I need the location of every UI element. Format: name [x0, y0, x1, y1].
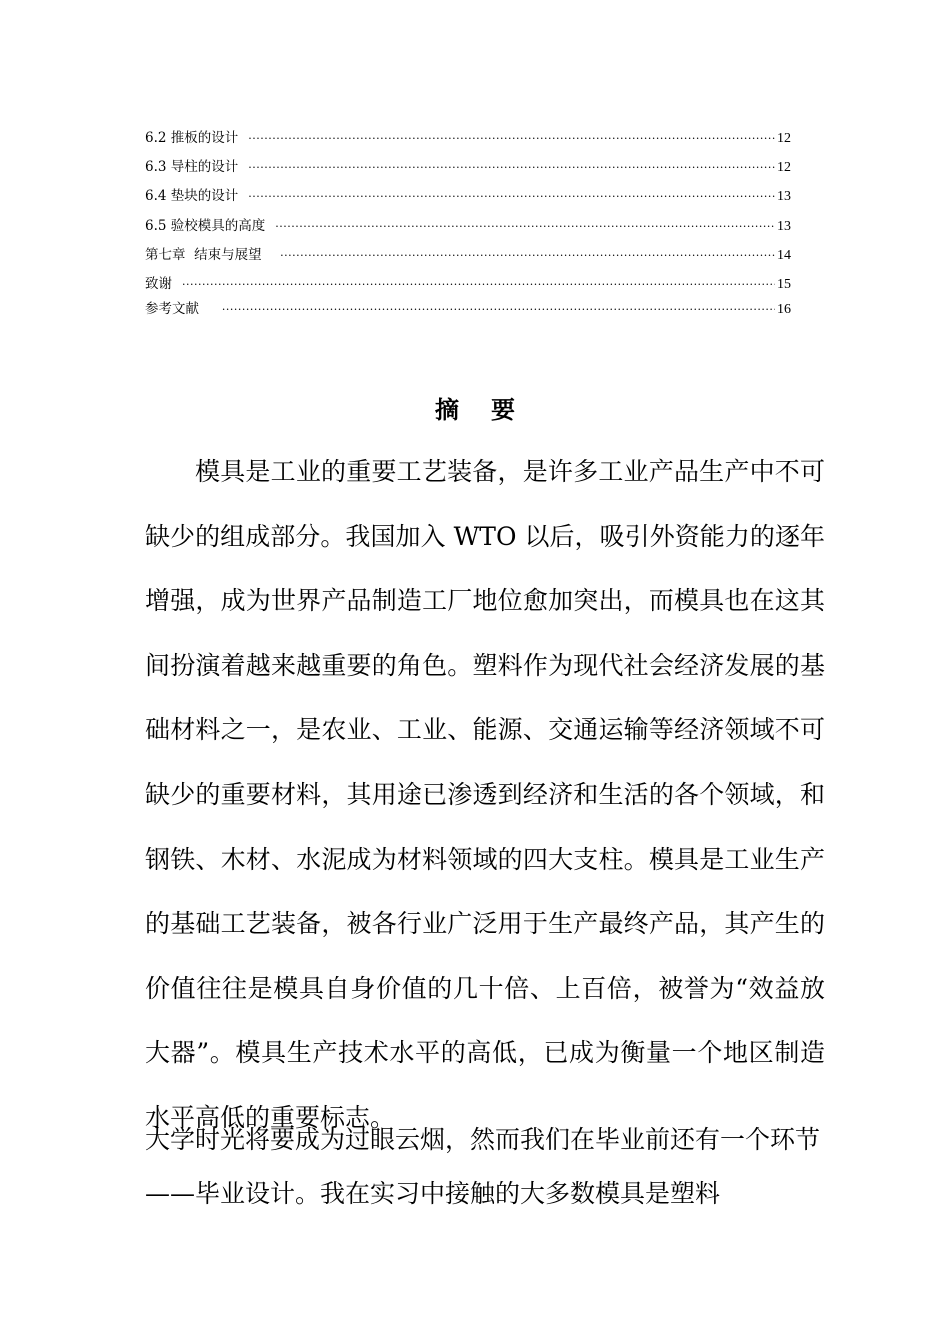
toc-leader-dots	[248, 158, 775, 178]
toc-entry[interactable]	[145, 157, 791, 186]
abstract-body	[145, 440, 825, 1151]
abstract-paragraph: 模具是工业的重要工艺装备，是许多工业产品生产中不可缺少的组成部分。我国加入 WTO 以后，吸引外资能力的逐年增强，成为世界产品制造工厂地位愈加突出，而模具也在这其间扮演着越来越重要的角色。塑料作为现代社会经济发展的基础材料之一，是农业、工业、能源、交通运输等经济领域不可缺少的重要材料，其用途已渗透到经济和生活的各个领域，和钢铁、木材、水泥成为材料领域的四大支柱。模具是工业生产的基础工艺装备，被各行业广泛用于生产最终产品，其产生的价值往往是模具自身价值的几十倍、上百倍，被誉为“效益放大器”。模具生产技术水平的高低，已成为衡量一个地区制造水平高低的重要标志。	[145, 457, 825, 1132]
toc-entry[interactable]	[145, 299, 791, 324]
toc-leader-dots	[222, 300, 775, 320]
toc-entry-page: 12	[777, 160, 791, 176]
toc-entry-page: 16	[777, 301, 791, 317]
toc-leader-dots	[248, 129, 775, 149]
toc-entry[interactable]	[145, 216, 791, 245]
toc-leader-dots	[275, 217, 775, 237]
toc-entry-label: 致谢	[145, 275, 172, 292]
toc-entry[interactable]	[145, 128, 791, 157]
toc-leader-dots	[280, 246, 775, 266]
toc-leader-dots	[248, 187, 775, 207]
abstract-title: 摘要	[435, 395, 547, 424]
body-paragraph: 大学时光将要成为过眼云烟，然而我们在毕业前还有一个环节——毕业设计。我在实习中接触的大多数模具是塑料	[145, 1125, 821, 1208]
toc-entry-label: 6.3 导柱的设计	[145, 159, 239, 176]
toc-entry-label: 第七章 结束与展望	[145, 246, 271, 263]
toc-entry[interactable]	[145, 186, 791, 215]
table-of-contents	[145, 128, 791, 324]
toc-entry-page: 15	[777, 276, 791, 292]
toc-entry[interactable]	[145, 245, 791, 274]
toc-entry-label: 6.5 验校模具的高度	[145, 217, 266, 234]
toc-leader-dots	[182, 275, 775, 295]
toc-entry-page: 14	[777, 247, 791, 263]
toc-entry-page: 13	[777, 189, 791, 205]
toc-entry-label: 参考文献	[145, 300, 212, 317]
toc-entry-page: 12	[777, 131, 791, 146]
toc-entry-label: 6.4 垫块的设计	[145, 188, 239, 205]
toc-entry[interactable]	[145, 274, 791, 299]
toc-entry-page: 13	[777, 218, 791, 234]
toc-entry-label: 6.2 推板的设计	[145, 130, 239, 146]
